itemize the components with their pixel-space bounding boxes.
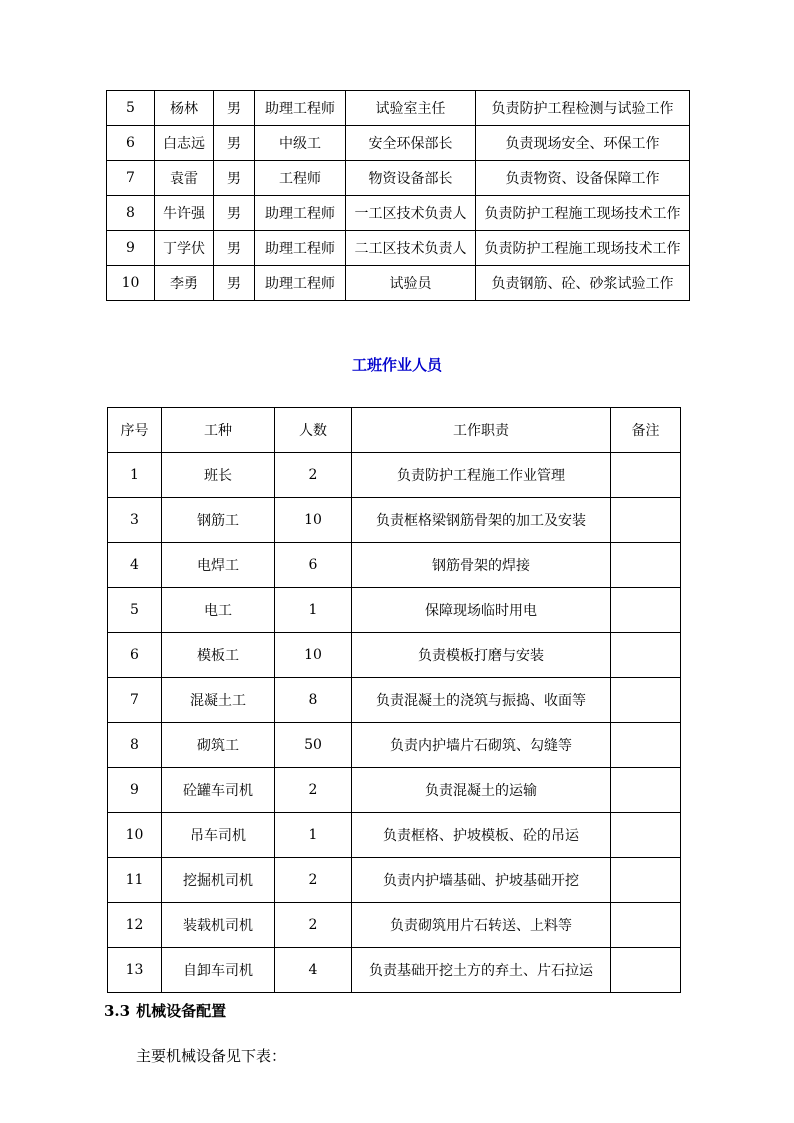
table-cell: 工程师 [255, 161, 346, 196]
table-cell: 二工区技术负责人 [346, 231, 476, 266]
table-cell: 12 [108, 903, 162, 948]
table-cell: 2 [275, 858, 352, 903]
table-cell [611, 768, 681, 813]
table-cell: 负责砌筑用片石转送、上料等 [352, 903, 611, 948]
table-cell: 钢筋工 [162, 498, 275, 543]
staff-table-row [107, 126, 690, 161]
table-cell: 负责框格、护坡模板、砼的吊运 [352, 813, 611, 858]
staff-table [106, 90, 690, 301]
crew-table-row [108, 588, 681, 633]
crew-table-row [108, 858, 681, 903]
table-cell: 2 [275, 768, 352, 813]
table-cell: 负责混凝土的浇筑与振捣、收面等 [352, 678, 611, 723]
section-heading-number: 3.3 [104, 1002, 131, 1020]
crew-table-row [108, 813, 681, 858]
table-cell [611, 858, 681, 903]
staff-table-row [107, 196, 690, 231]
table-cell: 1 [275, 588, 352, 633]
table-cell: 负责基础开挖土方的弃土、片石拉运 [352, 948, 611, 993]
staff-table-body [107, 91, 690, 301]
table-cell: 8 [108, 723, 162, 768]
table-cell: 7 [107, 161, 155, 196]
table-cell: 助理工程师 [255, 231, 346, 266]
table-cell: 负责物资、设备保障工作 [476, 161, 690, 196]
table-cell: 保障现场临时用电 [352, 588, 611, 633]
table-cell: 负责防护工程施工现场技术工作 [476, 231, 690, 266]
table-cell: 2 [275, 903, 352, 948]
table-cell: 试验室主任 [346, 91, 476, 126]
table-cell: 5 [107, 91, 155, 126]
crew-section-title: 工班作业人员 [351, 356, 442, 374]
crew-table-header [108, 408, 681, 453]
section-heading [104, 1000, 232, 1021]
table-cell: 吊车司机 [162, 813, 275, 858]
table-cell: 负责混凝土的运输 [352, 768, 611, 813]
header-cell-duties: 工作职责 [352, 408, 611, 453]
header-cell-remarks: 备注 [611, 408, 681, 453]
table-cell: 挖掘机司机 [162, 858, 275, 903]
table-cell: 中级工 [255, 126, 346, 161]
table-cell: 负责内护墙基础、护坡基础开挖 [352, 858, 611, 903]
table-cell: 6 [107, 126, 155, 161]
table-cell: 负责现场安全、环保工作 [476, 126, 690, 161]
table-cell: 负责钢筋、砼、砂浆试验工作 [476, 266, 690, 301]
crew-table-row [108, 678, 681, 723]
table-cell: 助理工程师 [255, 91, 346, 126]
table-cell [611, 543, 681, 588]
crew-table-row [108, 723, 681, 768]
table-cell: 9 [108, 768, 162, 813]
staff-table-row [107, 266, 690, 301]
table-cell: 一工区技术负责人 [346, 196, 476, 231]
crew-table-row [108, 498, 681, 543]
table-cell: 模板工 [162, 633, 275, 678]
table-cell: 男 [214, 231, 255, 266]
table-cell: 男 [214, 196, 255, 231]
table-cell [611, 723, 681, 768]
header-cell-index: 序号 [108, 408, 162, 453]
body-paragraph: 主要机械设备见下表： [136, 1047, 287, 1065]
table-cell: 4 [275, 948, 352, 993]
table-cell: 袁雷 [155, 161, 214, 196]
crew-table-row [108, 633, 681, 678]
crew-table [107, 407, 681, 993]
table-cell: 10 [275, 633, 352, 678]
table-cell: 李勇 [155, 266, 214, 301]
table-cell: 电工 [162, 588, 275, 633]
table-cell: 负责防护工程施工作业管理 [352, 453, 611, 498]
header-row [108, 408, 681, 453]
table-cell: 6 [275, 543, 352, 588]
table-cell: 9 [107, 231, 155, 266]
table-cell: 8 [275, 678, 352, 723]
table-cell: 砼罐车司机 [162, 768, 275, 813]
table-cell: 负责模板打磨与安装 [352, 633, 611, 678]
table-cell: 混凝土工 [162, 678, 275, 723]
crew-table-row [108, 543, 681, 588]
table-cell: 10 [108, 813, 162, 858]
table-cell [611, 948, 681, 993]
table-cell: 男 [214, 161, 255, 196]
table-cell: 助理工程师 [255, 196, 346, 231]
table-cell: 装载机司机 [162, 903, 275, 948]
header-cell-count: 人数 [275, 408, 352, 453]
table-cell [611, 633, 681, 678]
table-cell: 丁学伏 [155, 231, 214, 266]
table-cell: 负责防护工程检测与试验工作 [476, 91, 690, 126]
table-cell: 3 [108, 498, 162, 543]
table-cell: 8 [107, 196, 155, 231]
table-cell: 班长 [162, 453, 275, 498]
table-cell: 物资设备部长 [346, 161, 476, 196]
section-heading-title: 机械设备配置 [136, 1002, 227, 1020]
table-cell: 4 [108, 543, 162, 588]
crew-table-row [108, 903, 681, 948]
table-cell [611, 498, 681, 543]
table-cell: 11 [108, 858, 162, 903]
table-cell: 自卸车司机 [162, 948, 275, 993]
table-cell: 2 [275, 453, 352, 498]
staff-table-row [107, 91, 690, 126]
crew-table-row [108, 453, 681, 498]
table-cell: 1 [108, 453, 162, 498]
staff-table-row [107, 161, 690, 196]
table-cell: 负责内护墙片石砌筑、勾缝等 [352, 723, 611, 768]
table-cell [611, 678, 681, 723]
table-cell: 50 [275, 723, 352, 768]
table-cell: 5 [108, 588, 162, 633]
table-cell: 男 [214, 91, 255, 126]
table-cell: 杨林 [155, 91, 214, 126]
table-cell [611, 453, 681, 498]
table-cell: 牛许强 [155, 196, 214, 231]
table-cell: 钢筋骨架的焊接 [352, 543, 611, 588]
table-cell: 1 [275, 813, 352, 858]
table-cell: 试验员 [346, 266, 476, 301]
staff-table-row [107, 231, 690, 266]
crew-table-row [108, 768, 681, 813]
table-cell: 10 [107, 266, 155, 301]
table-cell: 13 [108, 948, 162, 993]
table-cell [611, 813, 681, 858]
table-cell: 砌筑工 [162, 723, 275, 768]
table-cell: 助理工程师 [255, 266, 346, 301]
header-cell-job-type: 工种 [162, 408, 275, 453]
crew-table-body [108, 453, 681, 993]
table-cell: 7 [108, 678, 162, 723]
table-cell [611, 588, 681, 633]
table-cell: 男 [214, 126, 255, 161]
table-cell: 10 [275, 498, 352, 543]
table-cell: 负责框格梁钢筋骨架的加工及安装 [352, 498, 611, 543]
crew-table-row [108, 948, 681, 993]
table-cell: 白志远 [155, 126, 214, 161]
table-cell: 负责防护工程施工现场技术工作 [476, 196, 690, 231]
table-cell: 安全环保部长 [346, 126, 476, 161]
table-cell: 电焊工 [162, 543, 275, 588]
table-cell: 男 [214, 266, 255, 301]
table-cell: 6 [108, 633, 162, 678]
table-cell [611, 903, 681, 948]
